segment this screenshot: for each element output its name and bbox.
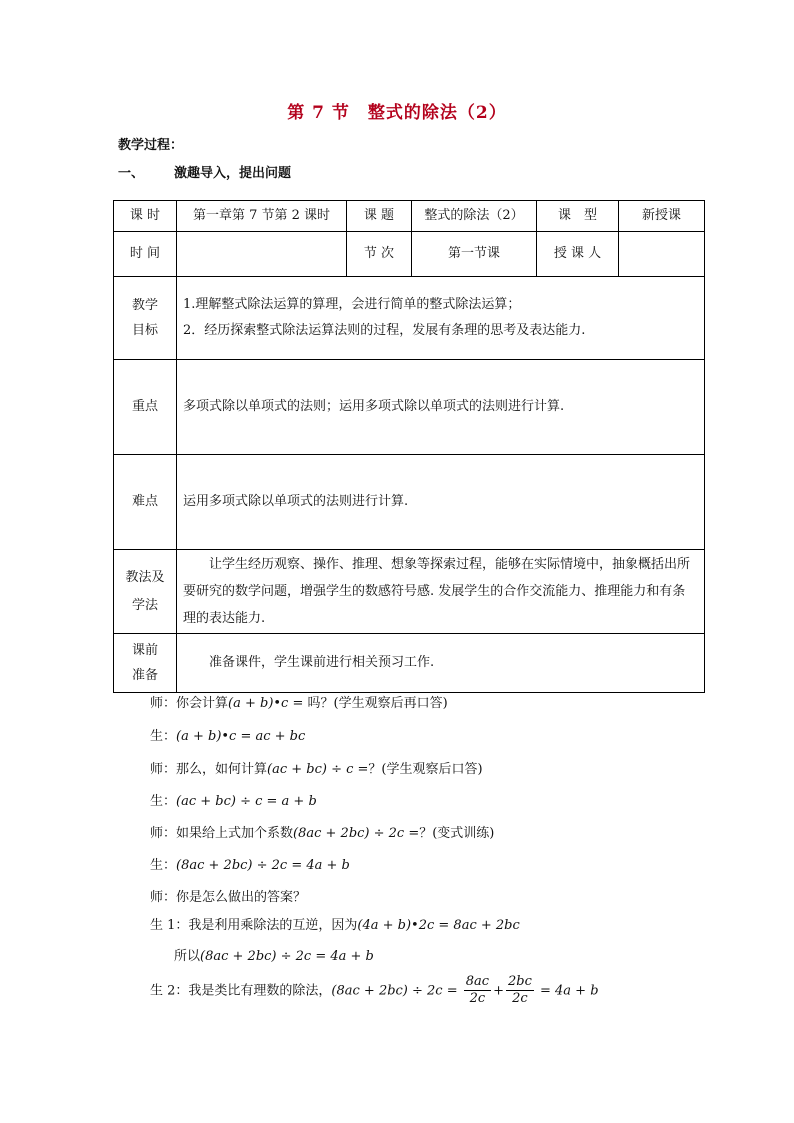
dialogue-line-5 xyxy=(150,822,494,841)
fraction-8ac-over-2c xyxy=(464,974,491,1008)
difficulties-content: 运用多项式除以单项式的法则进行计算. xyxy=(177,455,705,550)
value-time xyxy=(177,232,347,277)
label-hours: 课 时 xyxy=(114,201,177,232)
fraction-2bc-over-2c xyxy=(506,974,534,1008)
dialogue-line-10 xyxy=(150,974,599,1008)
line-4-expression: (ac + bc) ÷ c = a + b xyxy=(176,794,317,809)
value-hours: 第一章第 7 节第 2 课时 xyxy=(177,201,347,232)
line-2-prefix: 生： xyxy=(150,729,177,744)
dialogue-line-7: 师：你是怎么做出的答案？ xyxy=(150,890,307,905)
line-10-expression-right: = 4a + b xyxy=(540,983,599,999)
line-5-suffix: ？(变式训练) xyxy=(419,826,495,841)
line-2-expression: (a + b)•c = ac + bc xyxy=(176,729,306,744)
table-row-difficulties xyxy=(114,455,705,550)
table-row-methods xyxy=(114,550,705,634)
line-3-prefix: 师：那么，如何计算 xyxy=(150,762,268,777)
table-row-time xyxy=(114,232,705,277)
label-session: 节 次 xyxy=(347,232,412,277)
dialogue-line-6 xyxy=(150,854,350,873)
dialogue-line-2 xyxy=(150,725,305,744)
value-topic: 整式的除法（2） xyxy=(412,201,537,232)
lesson-plan-table xyxy=(113,200,705,693)
goals-content xyxy=(177,277,705,360)
label-difficulties: 难点 xyxy=(114,455,177,550)
table-row-key-points xyxy=(114,360,705,455)
section-heading xyxy=(118,162,291,181)
line-10-expression-left: (8ac + 2bc) ÷ 2c = xyxy=(331,983,458,999)
line-10-prefix: 生 2：我是类比有理数的除法， xyxy=(150,983,332,999)
line-8-expression: (4a + b)•2c = 8ac + 2bc xyxy=(357,918,520,933)
line-3-expression: (ac + bc) ÷ c = xyxy=(267,762,369,777)
dialogue-line-4 xyxy=(150,790,317,809)
label-preparation-line2: 准备 xyxy=(131,668,158,683)
line-5-prefix: 师：如果给上式加个系数 xyxy=(150,826,294,841)
line-1-expression: (a + b)•c = xyxy=(228,696,304,711)
process-label: 教学过程： xyxy=(118,138,184,153)
dialogue-line-3 xyxy=(150,758,483,777)
preparation-content: 准备课件，学生课前进行相关预习工作. xyxy=(177,634,705,693)
line-3-suffix: ？(学生观察后口答) xyxy=(368,762,483,777)
table-row-goals xyxy=(114,277,705,360)
label-key-points: 重点 xyxy=(114,360,177,455)
fraction-2-denominator: 2c xyxy=(512,991,528,1007)
label-goals-line1: 教学 xyxy=(131,297,158,313)
line-1-prefix: 师：你会计算 xyxy=(150,696,229,711)
value-type: 新授课 xyxy=(619,201,705,232)
label-topic: 课 题 xyxy=(347,201,412,232)
label-type: 课 型 xyxy=(537,201,619,232)
section-number: 一、 xyxy=(118,166,145,181)
line-4-prefix: 生： xyxy=(150,794,177,809)
fraction-1-numerator: 8ac xyxy=(464,974,491,991)
table-row-preparation xyxy=(114,634,705,693)
label-methods-line1: 教法及 xyxy=(125,570,165,585)
line-6-prefix: 生： xyxy=(150,858,177,873)
dialogue-line-8 xyxy=(150,914,520,933)
label-preparation-line1: 课前 xyxy=(131,642,158,658)
line-1-suffix: 吗？(学生观察后再口答) xyxy=(303,696,448,711)
label-preparation xyxy=(114,634,177,693)
label-methods xyxy=(114,550,177,634)
label-methods-line2: 学法 xyxy=(131,597,158,613)
key-points-content: 多项式除以单项式的法则；运用多项式除以单项式的法则进行计算. xyxy=(177,360,705,455)
line-5-expression: (8ac + 2bc) ÷ 2c = xyxy=(293,826,420,841)
label-time: 时 间 xyxy=(114,232,177,277)
label-teacher: 授 课 人 xyxy=(537,232,619,277)
label-goals xyxy=(114,277,177,360)
line-8-prefix: 生 1：我是利用乘除法的互逆，因为 xyxy=(150,918,358,933)
value-session: 第一节课 xyxy=(412,232,537,277)
section-title: 激趣导入，提出问题 xyxy=(174,166,292,181)
line-9-expression: (8ac + 2bc) ÷ 2c = 4a + b xyxy=(200,949,374,964)
dialogue-line-9 xyxy=(174,945,374,964)
dialogue-line-1 xyxy=(150,692,448,711)
line-6-expression: (8ac + 2bc) ÷ 2c = 4a + b xyxy=(176,858,350,873)
page-title: 第 7 节 整式的除法（2） xyxy=(287,103,507,123)
table-row-hours xyxy=(114,201,705,232)
methods-content: 让学生经历观察、操作、推理、想象等探索过程，能够在实际情境中，抽象概括出所要研究的数学问题，增强学生的数感符号感. 发展学生的合作交流能力、推理能力和有条理的表达能力. xyxy=(177,550,705,634)
goal-item-1: 1.理解整式除法运算的算理，会进行简单的整式除法运算； xyxy=(183,297,521,312)
fraction-1-denominator: 2c xyxy=(469,991,486,1007)
value-teacher xyxy=(619,232,705,277)
label-goals-line2: 目标 xyxy=(131,323,158,338)
line-9-prefix: 所以 xyxy=(174,949,201,964)
goal-item-2: 2．经历探索整式除法运算法则的过程，发展有条理的思考及表达能力. xyxy=(183,323,586,338)
fraction-2-numerator: 2bc xyxy=(506,974,534,991)
plus-sign: + xyxy=(493,983,504,999)
